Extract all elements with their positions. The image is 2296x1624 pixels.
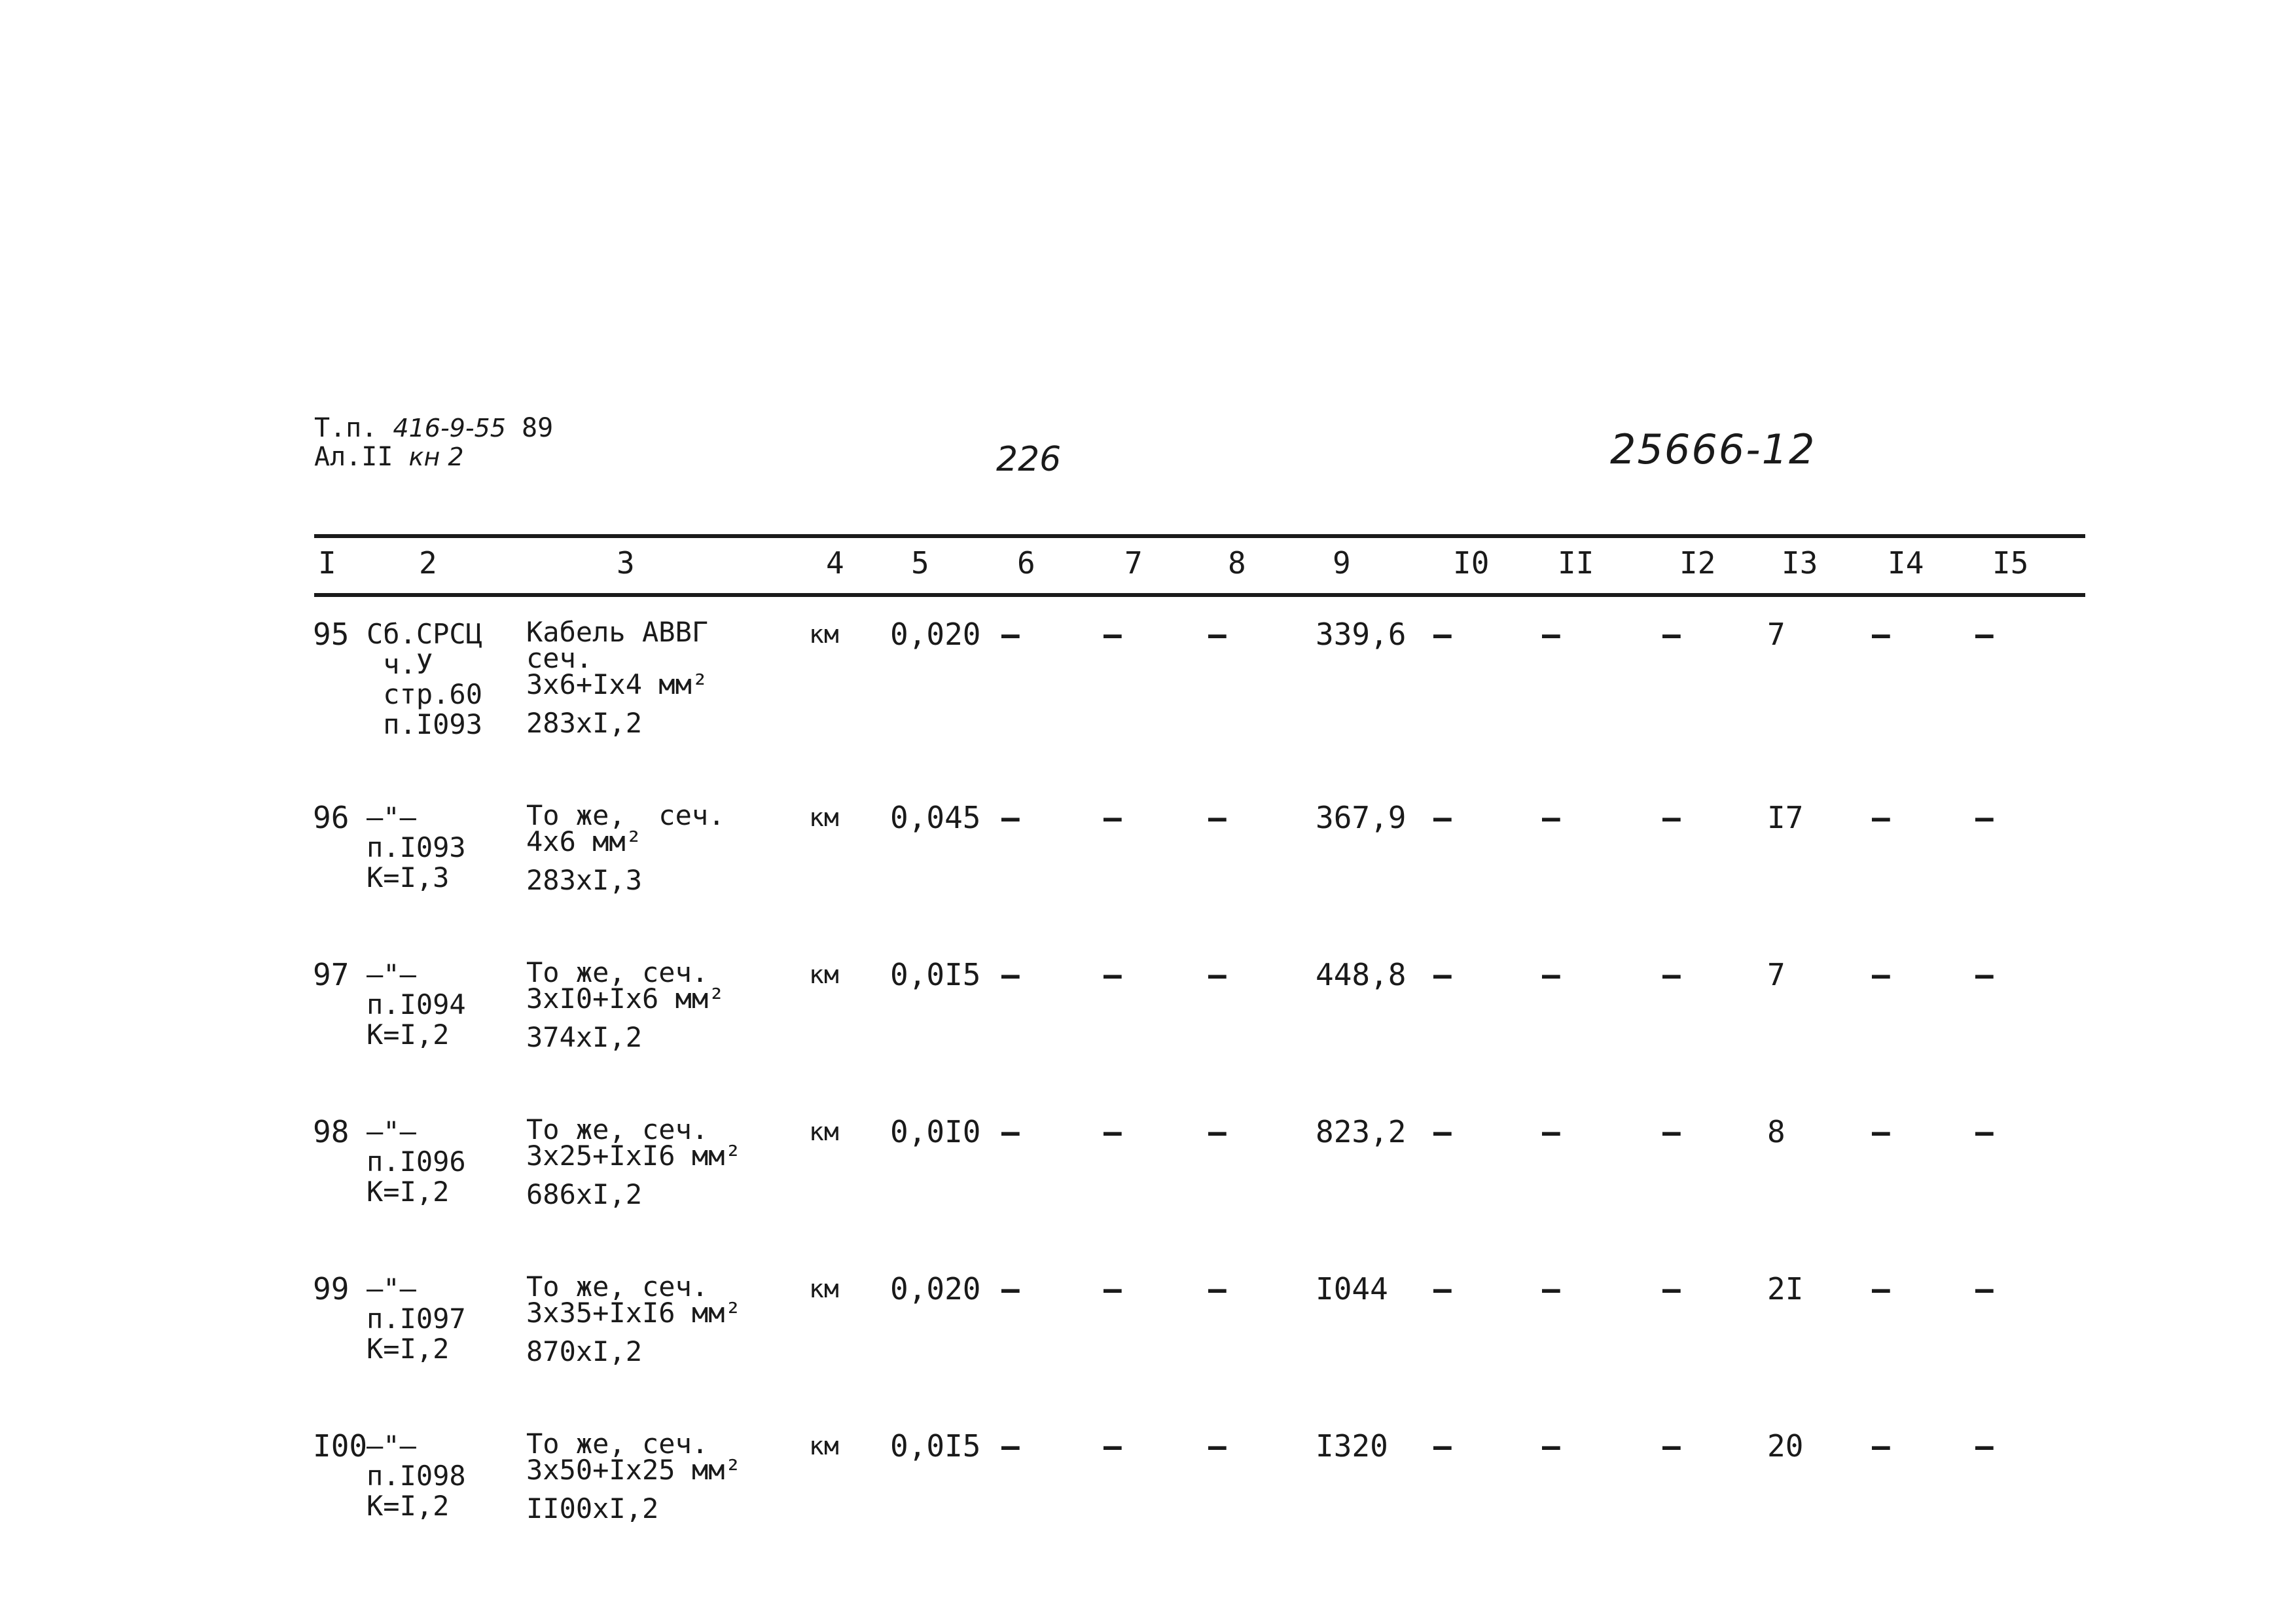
col-11-cell: –: [1542, 957, 1560, 992]
calculation-cell: 686хI,2: [526, 1178, 643, 1210]
column-number-2: 2: [419, 545, 437, 581]
col-13-cell: 7: [1767, 617, 1785, 652]
column-number-13: I3: [1782, 545, 1818, 581]
column-number-6: 6: [1017, 545, 1035, 581]
col-10-cell: –: [1433, 1271, 1452, 1307]
column-number-5: 5: [911, 545, 929, 581]
unit-cell: км: [809, 1117, 839, 1146]
quantity-cell: 0,045: [890, 800, 981, 835]
col-7-cell: –: [1103, 1114, 1122, 1149]
col-13-cell: 20: [1767, 1428, 1804, 1464]
col-12-cell: –: [1662, 1271, 1681, 1307]
row-number: 99: [313, 1271, 350, 1307]
row-number: 96: [313, 800, 350, 835]
quantity-cell: 0,0I5: [890, 957, 981, 992]
description-cell: Кабель АВВГ сеч. 3х6+Iх4 мм²: [526, 616, 709, 700]
col-7-cell: –: [1103, 957, 1122, 992]
col-6-cell: –: [1001, 800, 1020, 835]
column-number-8: 8: [1228, 545, 1246, 581]
document-code: 25666-12: [1610, 425, 1816, 473]
col-10-cell: –: [1433, 1428, 1452, 1464]
column-number-1: I: [318, 545, 336, 581]
price-cell: 339,6: [1316, 617, 1407, 652]
column-number-3: 3: [617, 545, 635, 581]
price-cell: I044: [1316, 1271, 1388, 1307]
quantity-cell: 0,0I0: [890, 1114, 981, 1149]
price-cell: 448,8: [1316, 957, 1407, 992]
col-14-cell: –: [1872, 957, 1890, 992]
col-8-cell: –: [1208, 617, 1227, 652]
description-cell: То же, сеч. 3х35+IхI6 мм²: [526, 1271, 742, 1329]
col-15-cell: –: [1975, 1428, 1994, 1464]
column-number-10: I0: [1453, 545, 1490, 581]
quantity-cell: 0,020: [890, 617, 981, 652]
price-cell: 823,2: [1316, 1114, 1407, 1149]
unit-cell: км: [809, 1274, 839, 1303]
col-10-cell: –: [1433, 957, 1452, 992]
col-8-cell: –: [1208, 1114, 1227, 1149]
col-15-cell: –: [1975, 617, 1994, 652]
reference-cell: –"– п.I096 К=I,2: [367, 1115, 466, 1208]
unit-cell: км: [809, 620, 839, 649]
col-7-cell: –: [1103, 800, 1122, 835]
price-cell: I320: [1316, 1428, 1388, 1464]
unit-cell: км: [809, 1432, 839, 1460]
table-header-rule: [314, 593, 2085, 597]
ref-line2-print: Ал.II: [314, 442, 393, 472]
calculation-cell: 283хI,2: [526, 707, 643, 739]
price-cell: 367,9: [1316, 800, 1407, 835]
row-number: 97: [313, 957, 350, 992]
reference-cell: –"– п.I097 К=I,2: [367, 1272, 466, 1365]
ref-line1-hand: 416-9-55: [393, 414, 506, 442]
description-cell: То же, сеч. 4х6 мм²: [526, 799, 725, 857]
col-12-cell: –: [1662, 1428, 1681, 1464]
col-6-cell: –: [1001, 1428, 1020, 1464]
reference-cell: –"– п.I094 К=I,2: [367, 958, 466, 1051]
calculation-cell: 374хI,2: [526, 1021, 643, 1053]
col-10-cell: –: [1433, 800, 1452, 835]
reference-cell: –"– п.I098 К=I,2: [367, 1430, 466, 1522]
column-number-9: 9: [1333, 545, 1351, 581]
description-cell: То же, сеч. 3х50+Iх25 мм²: [526, 1428, 742, 1486]
row-number: 98: [313, 1114, 350, 1149]
col-8-cell: –: [1208, 800, 1227, 835]
column-number-12: I2: [1679, 545, 1716, 581]
col-7-cell: –: [1103, 1428, 1122, 1464]
calculation-cell: 283хI,3: [526, 864, 643, 896]
col-14-cell: –: [1872, 1114, 1890, 1149]
col-14-cell: –: [1872, 1271, 1890, 1307]
col-7-cell: –: [1103, 1271, 1122, 1307]
col-15-cell: –: [1975, 957, 1994, 992]
quantity-cell: 0,020: [890, 1271, 981, 1307]
col-11-cell: –: [1542, 617, 1560, 652]
col-12-cell: –: [1662, 957, 1681, 992]
col-13-cell: 2I: [1767, 1271, 1804, 1307]
col-11-cell: –: [1542, 1428, 1560, 1464]
col-13-cell: 7: [1767, 957, 1785, 992]
col-11-cell: –: [1542, 1114, 1560, 1149]
column-number-14: I4: [1888, 545, 1924, 581]
col-15-cell: –: [1975, 1271, 1994, 1307]
col-7-cell: –: [1103, 617, 1122, 652]
col-12-cell: –: [1662, 800, 1681, 835]
unit-cell: км: [809, 960, 839, 989]
col-15-cell: –: [1975, 800, 1994, 835]
col-10-cell: –: [1433, 1114, 1452, 1149]
reference-cell: –"– п.I093 К=I,3: [367, 801, 466, 893]
col-8-cell: –: [1208, 1271, 1227, 1307]
reference-cell: Сб.СРСЦ ч.У стр.60 п.I093: [367, 618, 483, 740]
col-8-cell: –: [1208, 1428, 1227, 1464]
description-cell: То же, сеч. 3х25+IхI6 мм²: [526, 1113, 742, 1172]
description-cell: То же, сеч. 3хI0+Iх6 мм²: [526, 956, 725, 1015]
ref-line2-hand: кн 2: [408, 442, 464, 471]
col-12-cell: –: [1662, 617, 1681, 652]
col-12-cell: –: [1662, 1114, 1681, 1149]
col-6-cell: –: [1001, 1271, 1020, 1307]
ref-line1-year: 89: [522, 413, 554, 443]
col-6-cell: –: [1001, 617, 1020, 652]
col-8-cell: –: [1208, 957, 1227, 992]
ref-line1-print: Т.п.: [314, 413, 378, 443]
quantity-cell: 0,0I5: [890, 1428, 981, 1464]
row-number: 95: [313, 617, 350, 652]
col-14-cell: –: [1872, 800, 1890, 835]
col-11-cell: –: [1542, 1271, 1560, 1307]
col-10-cell: –: [1433, 617, 1452, 652]
col-6-cell: –: [1001, 1114, 1020, 1149]
column-number-4: 4: [826, 545, 844, 581]
col-13-cell: I7: [1767, 800, 1804, 835]
col-14-cell: –: [1872, 1428, 1890, 1464]
calculation-cell: II00хI,2: [526, 1492, 659, 1525]
col-14-cell: –: [1872, 617, 1890, 652]
col-6-cell: –: [1001, 957, 1020, 992]
document-reference: [314, 414, 553, 471]
col-11-cell: –: [1542, 800, 1560, 835]
col-13-cell: 8: [1767, 1114, 1785, 1149]
column-number-15: I5: [1992, 545, 2029, 581]
calculation-cell: 870хI,2: [526, 1335, 643, 1367]
row-number: I00: [313, 1428, 368, 1464]
table-top-rule: [314, 534, 2085, 538]
col-15-cell: –: [1975, 1114, 1994, 1149]
column-number-11: II: [1558, 545, 1594, 581]
column-number-7: 7: [1124, 545, 1143, 581]
page-number: 226: [996, 440, 1062, 479]
unit-cell: км: [809, 803, 839, 832]
